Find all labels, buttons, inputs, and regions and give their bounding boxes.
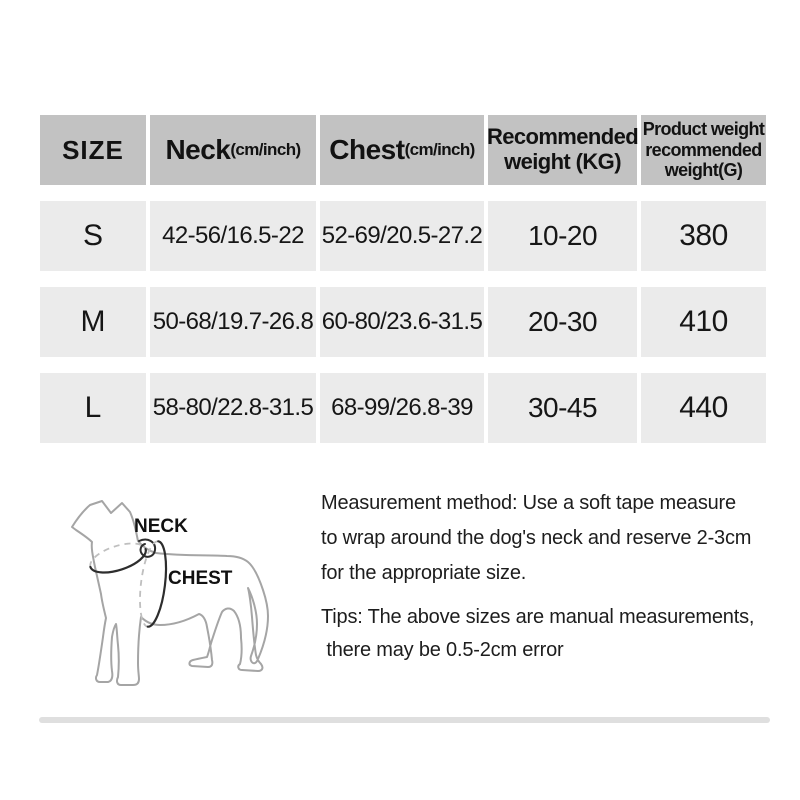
cell-size: M: [40, 287, 146, 357]
tips-line: Tips: The above sizes are manual measurements,: [321, 606, 755, 628]
header-neck-unit: (cm/inch): [230, 140, 301, 159]
header-recommended-weight: [488, 115, 637, 185]
header-chest-unit: (cm/inch): [404, 140, 475, 159]
header-chest-label: Chest: [329, 134, 405, 165]
tips-line: there may be 0.5-2cm error: [321, 639, 564, 661]
cell-neck: 58-80/22.8-31.5: [150, 373, 316, 443]
header-neck: [150, 115, 316, 185]
cell-size: S: [40, 201, 146, 271]
bottom-divider: [39, 717, 770, 723]
cell-recommended-weight: 10-20: [488, 201, 637, 271]
header-neck-label: Neck: [165, 134, 231, 165]
cell-size: L: [40, 373, 146, 443]
header-product-weight-line1: Product weight: [642, 118, 765, 139]
chest-label: CHEST: [168, 568, 233, 589]
size-table: [40, 115, 766, 443]
header-product-weight-line3: weight(G): [664, 160, 743, 181]
cell-chest: 68-99/26.8-39: [320, 373, 484, 443]
tips-paragraph: [321, 601, 771, 667]
measurement-notes: [321, 486, 771, 667]
neck-measure-loop: [87, 538, 150, 579]
cell-neck: 42-56/16.5-22: [150, 201, 316, 271]
header-chest: [320, 115, 484, 185]
cell-neck: 50-68/19.7-26.8: [150, 287, 316, 357]
header-product-weight-line2: recommended: [645, 139, 762, 160]
cell-product-weight: 410: [641, 287, 766, 357]
measurement-method-paragraph: [321, 486, 771, 591]
cell-product-weight: 380: [641, 201, 766, 271]
cell-chest: 60-80/23.6-31.5: [320, 287, 484, 357]
cell-recommended-weight: 20-30: [488, 287, 637, 357]
header-product-weight: [641, 115, 766, 185]
cell-product-weight: 440: [641, 373, 766, 443]
header-size: SIZE: [40, 115, 146, 185]
header-recommended-weight-line2: weight (KG): [504, 149, 621, 174]
measurement-method-line: Measurement method: Use a soft tape measure: [321, 492, 736, 514]
measurement-method-line: to wrap around the dog's neck and reserve 2-3cm: [321, 527, 752, 549]
header-recommended-weight-line1: Recommended: [486, 124, 639, 150]
cell-chest: 52-69/20.5-27.2: [320, 201, 484, 271]
measurement-method-line: for the appropriate size.: [321, 562, 527, 584]
neck-label: NECK: [134, 516, 188, 537]
cell-recommended-weight: 30-45: [488, 373, 637, 443]
